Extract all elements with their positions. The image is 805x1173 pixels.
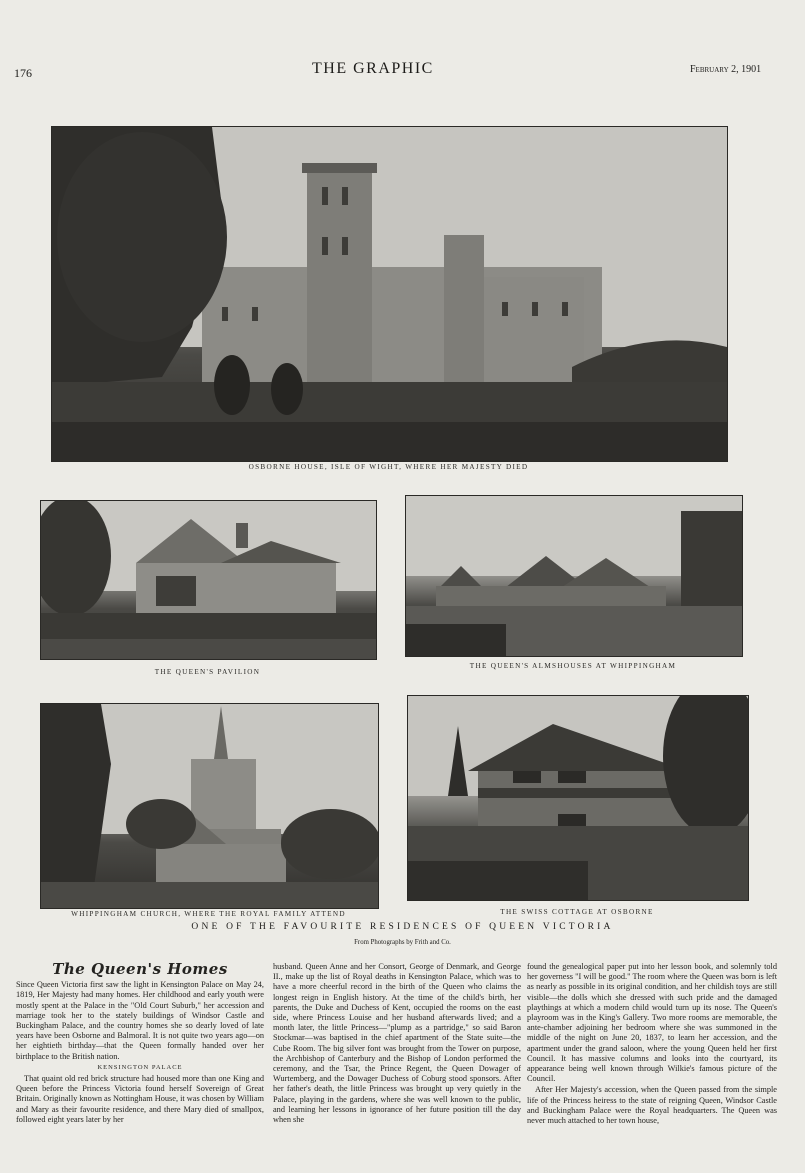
photo-swiss-cottage	[407, 695, 749, 901]
photo-whippingham-church	[40, 703, 379, 909]
caption-whippingham-church: WHIPPINGHAM CHURCH, WHERE THE ROYAL FAMILY ATTEND	[71, 910, 346, 918]
photo-queens-pavilion	[40, 500, 377, 660]
plate-title: ONE OF THE FAVOURITE RESIDENCES OF QUEEN VICTORIA	[191, 922, 614, 932]
subheading-kensington-palace: KENSINGTON PALACE	[97, 1063, 183, 1071]
article-paragraph: After Her Majesty's accession, when the Queen passed from the simple life of the Princess heiress to the state of reigning Queen, Windsor Castle and Buckingham Palace were the Royal headquarters. The Queen was never much attached to her town house,	[527, 1085, 777, 1126]
article-column-1	[16, 962, 264, 1167]
plate-credit: From Photographs by Frith and Co.	[354, 939, 451, 946]
page-number: 176	[14, 66, 32, 80]
caption-swiss-cottage: THE SWISS COTTAGE AT OSBORNE	[500, 908, 654, 916]
masthead: THE GRAPHIC	[312, 60, 434, 77]
article-column-3	[527, 962, 777, 1167]
article-paragraph: That quaint old red brick structure had housed more than one King and Queen before the Princess Victoria found herself Sovereign of Great Britain. Originally known as Nottingham House, it was chosen by William and Mary as their favourite residence, and there Mary died of smallpox, followed eight years later by her	[16, 1074, 264, 1124]
caption-almshouses: THE QUEEN'S ALMSHOUSES AT WHIPPINGHAM	[469, 662, 677, 670]
article-column-2	[273, 962, 521, 1167]
article-paragraph: husband. Queen Anne and her Consort, George of Denmark, and George II., make up the list of Royal deaths in Kensington Palace, which was to have a more cheerful record in the birth of the Queen who claims the longest reign in English history. At the time of the child's birth, her parents, the Duke and Duchess of Kent, occupied the rooms on the east side, where Princess Louise and her husband afterwards lived; and a month later, the little Princess—"plump as a partridge," so said Baron Stockmar—was baptised in the chief apartment of the State suite—the Cube Room. The big silver font was brought from the Tower on purpose, the Archbishop of Canterbury and the Bishop of London performed the ceremony, and the Tsar, the Prince Regent, the Queen Dowager of Wurtemberg, and the Dowager Duchess of Coburg stood sponsors. After her father's death, the little Princess was brought up very quietly in the Palace, playing in the gardens, where she was well known to the public, and learning her lessons in ignorance of her future position till the day when she	[273, 962, 521, 1125]
issue-date: February 2, 1901	[690, 64, 762, 75]
article-title: The Queen's Homes	[52, 962, 228, 978]
article-paragraph: Since Queen Victoria first saw the light in Kensington Palace on May 24, 1819, Her Majesty had many homes. Her childhood and early youth were mostly spent at the Palace in the "Old Court Suburb," her accession and marriage took her to the stately buildings of Windsor Castle and Buckingham Palace, and the country homes she so dearly loved of late years have been Osborne and Balmoral. It is not quite two years ago—on her eightieth birthday—that the Queen formally handed over her birthplace to the British nation.	[16, 980, 264, 1061]
caption-osborne-house: OSBORNE HOUSE, ISLE OF WIGHT, WHERE HER MAJESTY DIED	[248, 463, 529, 471]
photo-osborne-house	[51, 126, 728, 462]
caption-queens-pavilion: THE QUEEN'S PAVILION	[154, 668, 261, 676]
photo-almshouses	[405, 495, 743, 657]
article-paragraph: found the genealogical paper put into her lesson book, and solemnly told her governess "I will be good." The room where the Queen was born is left as nearly as possible in its original condition, and her childish toys are still visible—the dolls which she dressed with such pride and the damaged playthings at which a modern child would turn up its nose. The Queen's playroom was in the King's Gallery. Two more rooms are memorable, the ante-chamber adjoining her bedroom where she was summoned in the middle of the night on June 20, 1837, to learn her accession, and the apartment under the grand saloon, where the young Queen held her first Council. It has massive columns and looks into the courtyard, its appearance being well known through Wilkie's famous picture of the Council.	[527, 962, 777, 1084]
